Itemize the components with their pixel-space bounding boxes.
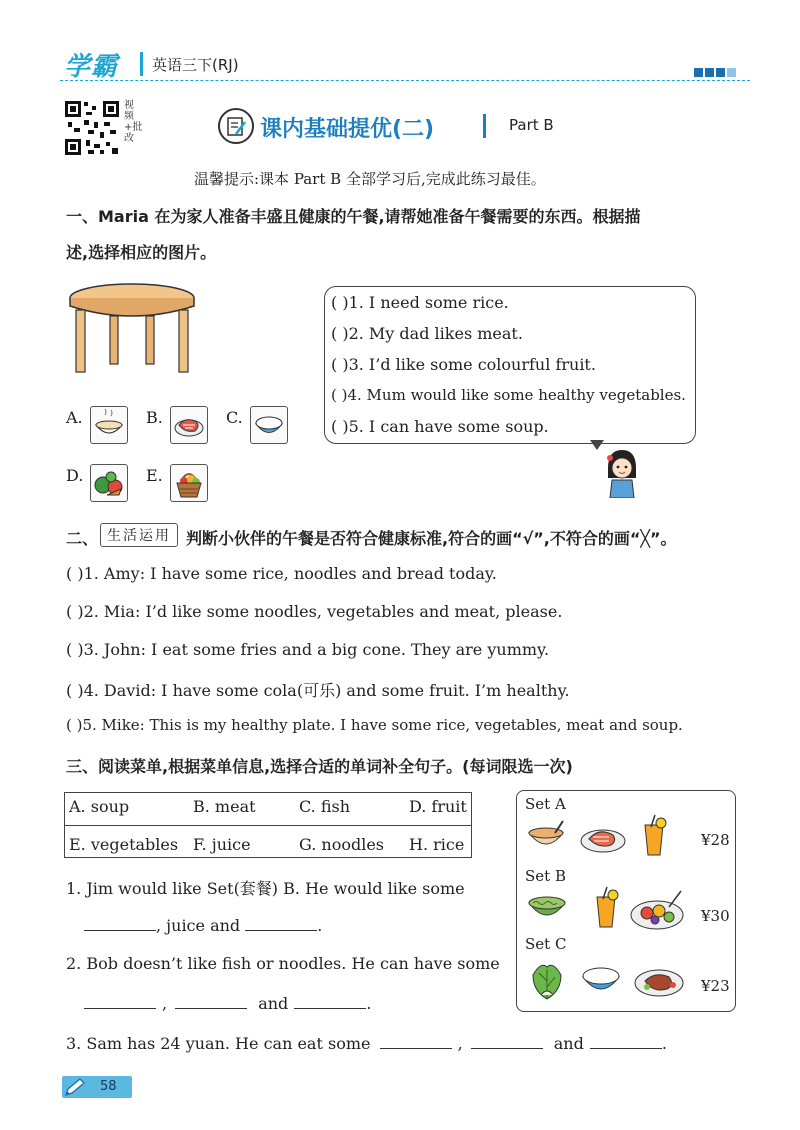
option-a-porridge-icon [90, 406, 128, 444]
q3-answer-blank-3[interactable] [590, 1032, 662, 1049]
section1-item: ( )2. My dad likes meat. [331, 324, 523, 343]
q2-answer-blank-3[interactable] [294, 992, 366, 1009]
section2-prefix: 二、 [66, 529, 99, 548]
q3-comma: , [457, 1034, 463, 1053]
q1-answer-blank-2[interactable] [245, 914, 317, 931]
set-c-rice-icon [579, 963, 623, 1003]
section1-item: ( )3. I’d like some colourful fruit. [331, 355, 596, 374]
option-e-fruit-basket-icon [170, 464, 208, 502]
header-squares-icon [694, 62, 736, 81]
lesson-tip: 温馨提示:课本 Part B 全部学习后,完成此练习最佳。 [194, 170, 546, 188]
section2-item: ( )4. David: I have some cola(可乐) and some fruit. I’m healthy. [66, 681, 570, 700]
option-b-label: B. [146, 408, 163, 427]
brand-name: 学霸 [64, 52, 119, 82]
menu-set-price: ¥23 [701, 977, 730, 995]
set-a-soup-icon [525, 819, 567, 859]
section3-q1-line2 [84, 914, 322, 935]
q2-answer-blank-2[interactable] [175, 992, 247, 1009]
header-rule [60, 80, 750, 82]
menu-set-name: Set A [525, 795, 566, 813]
section2-item: ( )5. Mike: This is my healthy plate. I have some rice, vegetables, meat and soup. [66, 716, 683, 734]
set-b-noodles-icon [525, 891, 569, 931]
qr-code[interactable] [64, 100, 120, 156]
option-a-label: A. [66, 408, 83, 427]
section1-item: ( )1. I need some rice. [331, 293, 509, 312]
lesson-title: 课内基础提优(二) [260, 117, 435, 142]
word-bank-item: A. soup [69, 797, 130, 816]
q1-text-mid: , juice and [156, 916, 241, 935]
page-number-tab [62, 1076, 132, 1098]
q2-comma: , [162, 994, 168, 1013]
section2-item: ( )1. Amy: I have some rice, noodles and bread today. [66, 564, 497, 583]
word-bank-item: H. rice [409, 835, 465, 854]
qr-label: 视频+批改 [124, 100, 143, 144]
section3-q2-line1: 2. Bob doesn’t like fish or noodles. He can have some [66, 954, 500, 973]
q2-answer-blank-1[interactable] [84, 992, 156, 1009]
section2-item: ( )3. John: I eat some fries and a big cone. They are yummy. [66, 640, 550, 659]
section1-item: ( )4. Mum would like some healthy vegetables. [331, 386, 686, 404]
option-b-meat-icon [170, 406, 208, 444]
menu-card [516, 790, 736, 1012]
q1-text-end: . [317, 916, 323, 935]
section3-q3 [66, 1032, 667, 1053]
set-c-meat-plate-icon [633, 963, 685, 1003]
header [0, 40, 800, 90]
section3-instruction: 三、阅读菜单,根据菜单信息,选择合适的单词补全句子。(每词限选一次) [66, 757, 573, 776]
brand-divider [140, 52, 143, 76]
option-c-rice-icon [250, 406, 288, 444]
option-d-label: D. [66, 466, 84, 485]
brand-logo [64, 46, 118, 80]
speech-bubble [324, 286, 696, 444]
title-divider [483, 114, 486, 138]
girl-avatar [600, 448, 644, 498]
menu-set-name: Set C [525, 935, 567, 953]
lesson-part: Part B [509, 116, 554, 134]
section1-instruction-line1: 一、Maria 在为家人准备丰盛且健康的午餐,请帮她准备午餐需要的东西。根据描 [66, 207, 641, 226]
book-subtitle: 英语三下(RJ) [152, 56, 239, 74]
lesson-title-banner [212, 106, 592, 148]
q2-end: . [366, 994, 372, 1013]
set-b-juice-icon [593, 887, 619, 933]
word-bank-item: E. vegetables [69, 835, 179, 854]
menu-set-name: Set B [525, 867, 566, 885]
pencil-note-icon [218, 108, 254, 144]
pencil-icon [64, 1077, 88, 1101]
q3-end: . [661, 1034, 667, 1053]
option-c-label: C. [226, 408, 243, 427]
section2-instruction: 判断小伙伴的午餐是否符合健康标准,符合的画“√”,不符合的画“╳”。 [186, 529, 677, 548]
q3-answer-blank-2[interactable] [471, 1032, 543, 1049]
q2-and: and [258, 994, 289, 1013]
menu-set-price: ¥30 [701, 907, 730, 925]
table-illustration [66, 280, 198, 376]
section2-item: ( )2. Mia: I’d like some noodles, vegetables and meat, please. [66, 602, 563, 621]
word-bank-item: B. meat [193, 797, 256, 816]
q3-and: and [553, 1034, 584, 1053]
set-a-juice-icon [641, 815, 667, 861]
option-d-vegetables-icon [90, 464, 128, 502]
section3-q2-line2 [84, 992, 371, 1013]
word-bank-item: D. fruit [409, 797, 467, 816]
q3-answer-blank-1[interactable] [380, 1032, 452, 1049]
qr-code-icon [64, 100, 120, 156]
section1-item: ( )5. I can have some soup. [331, 417, 549, 436]
option-e-label: E. [146, 466, 163, 485]
word-bank-item: G. noodles [299, 835, 384, 854]
page-number: 58 [100, 1079, 117, 1094]
word-bank-item: C. fish [299, 797, 351, 816]
menu-set-price: ¥28 [701, 831, 730, 849]
section1-instruction-line2: 述,选择相应的图片。 [66, 243, 217, 262]
q1-answer-blank-1[interactable] [84, 914, 156, 931]
section3-q1-line1: 1. Jim would like Set(套餐) B. He would like some [66, 879, 465, 898]
word-bank-item: F. juice [193, 835, 251, 854]
word-bank-divider [65, 825, 471, 826]
set-a-fish-icon [579, 821, 627, 859]
set-b-fruit-plate-icon [629, 889, 685, 935]
word-bank [64, 792, 472, 858]
section2-tag: 生活运用 [100, 523, 178, 547]
q3-text-start: 3. Sam has 24 yuan. He can eat some [66, 1034, 371, 1053]
set-c-vegetables-icon [527, 957, 567, 1005]
